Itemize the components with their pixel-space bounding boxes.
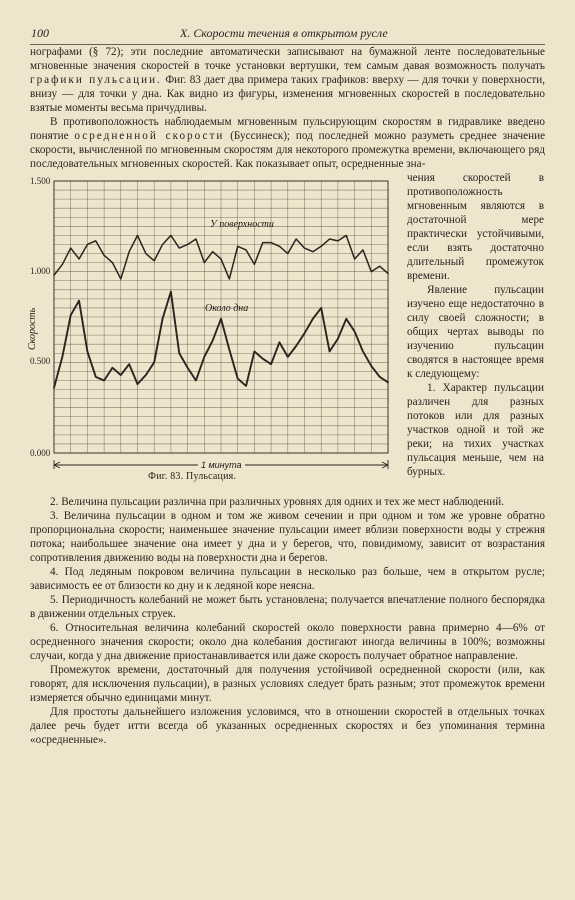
y-tick-label-1500: 1.500 xyxy=(30,176,51,186)
figure xyxy=(27,173,398,495)
y-tick-label-0500: 0.500 xyxy=(30,356,51,366)
bottom-series-label: Около дна xyxy=(205,303,249,314)
x-axis-minute-label: 1 минута xyxy=(201,460,242,470)
y-axis-title: Скорость xyxy=(27,307,38,350)
surface-series-label: У поверхности xyxy=(210,219,274,230)
paragraph-intro xyxy=(30,45,545,115)
averaged-speed-emphasis: осредненной скорости xyxy=(74,130,225,142)
page-header xyxy=(30,22,545,45)
figure-caption: Фиг. 83. Пульсация. xyxy=(148,471,237,482)
paragraph-time-interval: Промежуток времени, достаточный для получения устойчивой осредненной скорости (или, как говорят, для исключения пульсации), в разных условиях следует брать разным; этот промежуток времени измеряется обычно единицами минут. xyxy=(30,664,545,704)
paragraph-averaged-speed xyxy=(30,115,545,171)
wrapped-side-text xyxy=(407,171,544,479)
paragraph-final-convention: Для простоты дальнейшего изложения условимся, что в отношении скоростей в отдельных точках далее речь будет итти всегда об указанных осредненных скоростях и без упоминания термина «осредненные». xyxy=(30,706,545,746)
body-text-top xyxy=(30,45,545,171)
paragraph-averaged-speed-start: В противоположность наблюдаемым мгновенным пульсирующим скоростям в гидравлике введено понятие xyxy=(30,116,545,142)
paragraph-intro-end: Фиг. 83 дает два примера таких графиков: вверху — для точки у поверхности, внизу — для точки у дна. Как видно из фигуры, изменения мгновенных скоростей в последовательно взятые моменты весьма причудливы. xyxy=(30,74,546,114)
running-title: X. Скорости течения в открытом русле xyxy=(180,26,388,40)
paragraph-averaged-speed-end: (Буссинеск); под последней можно разуметь среднее значение скорости, вычисленной по мгновенным скоростям для некоторого промежутка времени, включающего ряд последовательных мгновенных скоростей. Как показывает опыт, осредненные зна- xyxy=(30,130,546,170)
graphs-emphasis: графики пульсации. xyxy=(30,74,162,86)
paragraph-intro-start: нографами (§ 72); эти последние автоматически записывают на бумажной ленте последовательные мгновенные значения скоростей в точке установки вертушки, тем самым давая возможность получать xyxy=(30,46,545,72)
list-item-4: 4. Под ледяным покровом величина пульсации в несколько раз больше, чем в открытом русле; зависимость ее от близости ко дну и к ледяной коре неясна. xyxy=(30,566,545,592)
wrap-paragraph-3: 1. Характер пульсации различен для разных потоков или для разных участков одной и той же реки; на тихих участках пульсация меньше, чем на бурных. xyxy=(407,382,544,478)
list-item-3: 3. Величина пульсации в одном и том же живом сечении и при одном и том же уровне обратно пропорциональна скорости; наименьшее значение пульсации имеет вблизи поверхности воды у стрежня потока; наибольшее значение она имеет у дна и у берегов, что, повидимому, зависит от возрастания сопротивления движению воды на поверхности дна и берегов. xyxy=(30,510,545,564)
figure-block xyxy=(27,172,545,503)
y-tick-label-1000: 1.000 xyxy=(30,266,51,276)
page-number: 100 xyxy=(31,26,49,40)
pulsation-chart xyxy=(27,173,398,471)
list-item-5: 5. Периодичность колебаний не может быть установлена; получается впечатление полного беспорядка в движении отдельных струек. xyxy=(30,594,545,620)
wrap-paragraph-1: чения скоростей в противоположность мгновенным являются в достаточной мере практически устойчивыми, если взять достаточно длительный промежуток времени. xyxy=(407,172,544,282)
list-item-2: 2. Величина пульсации различна при различных уровнях для одних и тех же мест наблюдений. xyxy=(50,496,504,508)
list-item-6: 6. Относительная величина колебаний скоростей около поверхности равна примерно 4—6% от осредненного значения скорости; около дна колебания достигают иногда величины в 100%; возможны случаи, когда у дна движение приостанавливается или даже скорость получает обратное направление. xyxy=(30,622,545,662)
y-tick-label-0000: 0.000 xyxy=(30,448,51,458)
wrap-paragraph-2: Явление пульсации изучено еще недостаточно в силу своей сложности; в общих чертах выводы по изучению пульсации сводятся в настоящее время к следующему: xyxy=(407,284,544,380)
body-text-bottom xyxy=(30,495,545,747)
